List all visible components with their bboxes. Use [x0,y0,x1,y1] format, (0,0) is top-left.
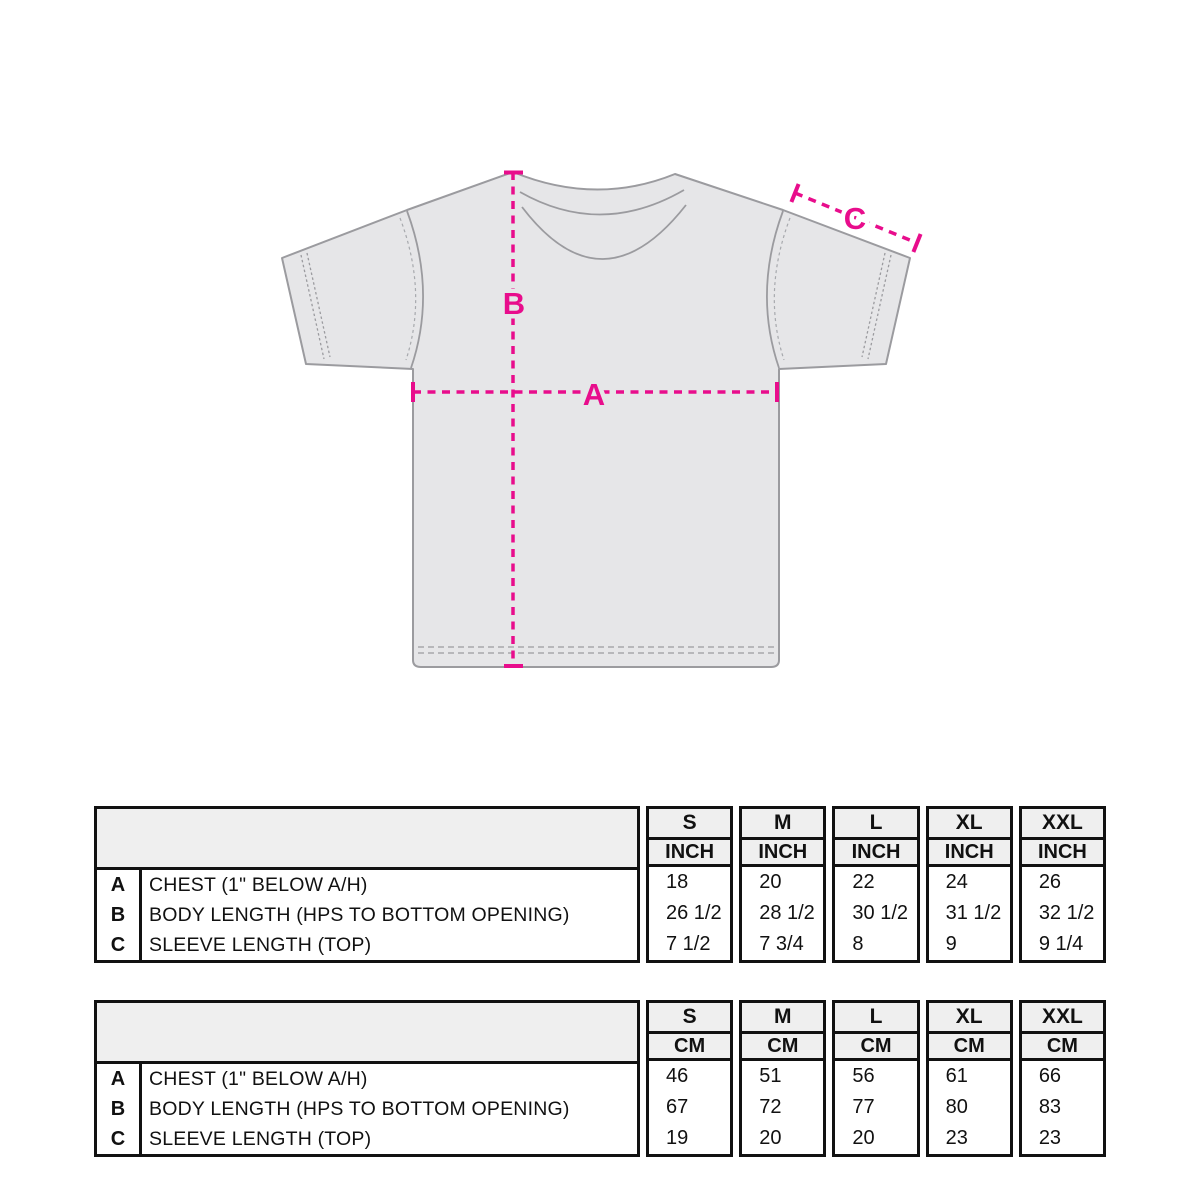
row-letter: C [110,1127,126,1150]
size-column-s [646,806,733,963]
unit-header-cell: CM [649,1034,730,1061]
value-cell: 20 [852,1127,875,1149]
size-header-cell: S [649,1003,730,1034]
measure-label-b: B [502,286,526,321]
unit-header-cell: CM [742,1034,823,1061]
value-cell: 7 1/2 [666,933,711,955]
row-label: CHEST (1" BELOW A/H) [149,1067,368,1090]
row-label: BODY LENGTH (HPS TO BOTTOM OPENING) [149,1097,570,1120]
size-header-cell: M [742,1003,823,1034]
size-header-cell: M [742,809,823,840]
value-cell: 56 [852,1065,875,1087]
size-column-xxl [1019,1000,1106,1157]
value-cell: 26 1/2 [666,902,722,924]
size-header-cell: XXL [1022,1003,1103,1034]
size-table-cm [94,1000,1106,1157]
row-letter: A [110,873,126,896]
value-cell: 66 [1038,1065,1062,1087]
row-letter: A [110,1067,126,1090]
spec-block [94,806,640,963]
row-letter: C [110,933,126,956]
size-header-cell: L [835,809,916,840]
unit-header-cell: INCH [929,840,1010,867]
value-cell: 9 1/4 [1038,933,1084,955]
row-label-column [142,1064,637,1154]
unit-header-cell: INCH [1022,840,1103,867]
size-table-inch [94,806,1106,963]
size-column-l [832,806,919,963]
value-cell: 30 1/2 [852,902,909,924]
measure-label-a: A [582,377,606,412]
value-cell: 46 [666,1065,689,1087]
value-cell: 51 [759,1065,782,1087]
row-letter: B [110,1097,126,1120]
row-label-column [142,870,637,960]
value-cell: 24 [945,871,968,893]
size-header-cell: S [649,809,730,840]
corner-header [97,1003,637,1064]
size-column-xxl [1019,806,1106,963]
value-cell: 22 [852,871,875,893]
value-cell: 23 [1038,1127,1062,1149]
unit-header-cell: CM [835,1034,916,1061]
size-column-xl [926,1000,1013,1157]
value-cell: 32 1/2 [1038,902,1095,924]
row-label: BODY LENGTH (HPS TO BOTTOM OPENING) [149,903,570,926]
size-column-s [646,1000,733,1157]
value-cell: 9 [945,933,957,955]
value-cell: 18 [666,871,689,893]
size-header-cell: XL [929,1003,1010,1034]
row-label: SLEEVE LENGTH (TOP) [149,1127,372,1150]
size-header-cell: XL [929,809,1010,840]
row-letter: B [110,903,126,926]
corner-header [97,809,637,870]
value-cell: 23 [945,1127,968,1149]
value-cell: 61 [945,1065,968,1087]
value-cell: 20 [759,1127,782,1149]
unit-header-cell: CM [1022,1034,1103,1061]
value-cell: 72 [759,1096,782,1118]
spec-block [94,1000,640,1157]
row-label: CHEST (1" BELOW A/H) [149,873,368,896]
value-cell: 77 [852,1096,875,1118]
measure-tick-c-right [913,234,920,252]
size-column-m [739,1000,826,1157]
size-header-cell: L [835,1003,916,1034]
size-column-l [832,1000,919,1157]
row-label: SLEEVE LENGTH (TOP) [149,933,372,956]
row-letter-column [97,870,142,960]
value-cell: 26 [1038,871,1062,893]
unit-header-cell: INCH [649,840,730,867]
value-cell: 7 3/4 [759,933,804,955]
value-cell: 80 [945,1096,968,1118]
value-cell: 19 [666,1127,689,1149]
size-column-m [739,806,826,963]
value-cell: 67 [666,1096,689,1118]
shirt-body [282,172,910,667]
unit-header-cell: INCH [742,840,823,867]
size-header-cell: XXL [1022,809,1103,840]
measure-label-c: C [843,201,867,236]
value-cell: 83 [1038,1096,1062,1118]
value-cell: 31 1/2 [945,902,1002,924]
value-cell: 20 [759,871,782,893]
unit-header-cell: CM [929,1034,1010,1061]
value-cell: 8 [852,933,864,955]
row-letter-column [97,1064,142,1154]
unit-header-cell: INCH [835,840,916,867]
size-column-xl [926,806,1013,963]
value-cell: 28 1/2 [759,902,815,924]
